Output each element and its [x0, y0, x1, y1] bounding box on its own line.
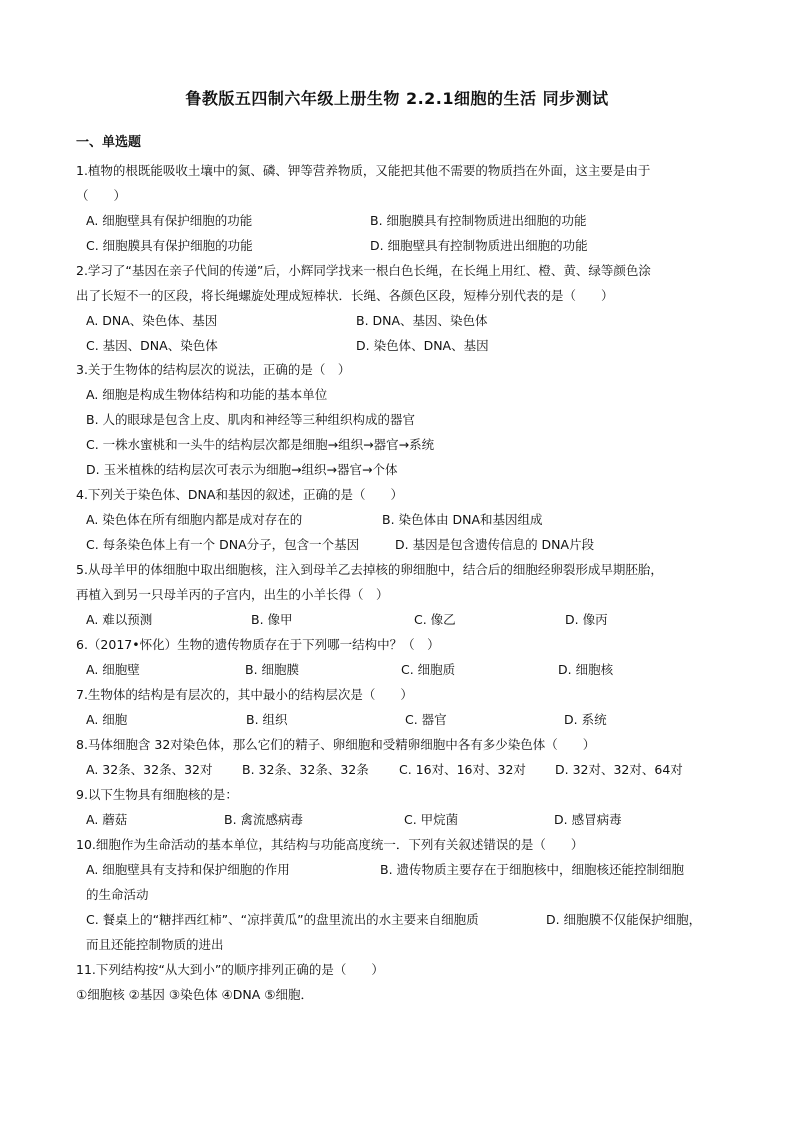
question-8-option-c: C. 16对、16对、32对 — [399, 762, 526, 777]
question-9-option-c: C. 甲烷菌 — [404, 812, 459, 827]
question-5-stem-cont: 再植入到另一只母羊丙的子宫内，出生的小羊长得（ ） — [76, 587, 389, 602]
question-6-option-b: B. 细胞膜 — [245, 662, 300, 677]
question-11-stem: 11.下列结构按“从大到小”的顺序排列正确的是（ ） — [76, 962, 384, 977]
question-10-option-d-cont: 而且还能控制物质的进出 — [86, 937, 224, 952]
question-10-option-b-cont: 的生命活动 — [86, 887, 149, 902]
question-6-option-d: D. 细胞核 — [558, 662, 614, 677]
question-8-option-b: B. 32条、32条、32条 — [242, 762, 369, 777]
question-3-option-b: B. 人的眼球是包含上皮、肌肉和神经等三种组织构成的器官 — [86, 412, 416, 427]
question-6-stem: 6.（2017•怀化）生物的遗传物质存在于下列哪一结构中？（ ） — [76, 637, 440, 652]
question-8-stem: 8.马体细胞含 32对染色体，那么它们的精子、卵细胞和受精卵细胞中各有多少染色体（ ） — [76, 737, 596, 752]
question-3-option-c: C. 一株水蜜桃和一头牛的结构层次都是细胞→组织→器官→系统 — [86, 437, 435, 452]
question-5-option-d: D. 像丙 — [565, 612, 608, 627]
question-10-option-a: A. 细胞壁具有支持和保护细胞的作用 — [86, 862, 290, 877]
question-7-stem: 7.生物体的结构是有层次的，其中最小的结构层次是（ ） — [76, 687, 413, 702]
question-1-option-b: B. 细胞膜具有控制物质进出细胞的功能 — [370, 213, 587, 228]
question-1-option-a: A. 细胞壁具有保护细胞的功能 — [86, 213, 253, 228]
question-3-option-d: D. 玉米植株的结构层次可表示为细胞→组织→器官→个体 — [86, 462, 398, 477]
question-4-option-d: D. 基因是包含遗传信息的 DNA片段 — [395, 537, 595, 552]
question-2-stem-cont: 出了长短不一的区段，将长绳螺旋处理成短棒状．长绳、各颜色区段，短棒分别代表的是（ ） — [76, 288, 614, 303]
question-5-option-b: B. 像甲 — [251, 612, 293, 627]
question-3-stem: 3.关于生物体的结构层次的说法，正确的是（ ） — [76, 362, 351, 377]
question-10-option-d: D. 细胞膜不仅能保护细胞， — [546, 912, 702, 927]
question-5-option-c: C. 像乙 — [414, 612, 456, 627]
question-10-stem: 10.细胞作为生命活动的基本单位，其结构与功能高度统一．下列有关叙述错误的是（ ） — [76, 837, 584, 852]
question-11-items: ①细胞核 ②基因 ③染色体 ④DNA ⑤细胞． — [76, 987, 313, 1002]
question-9-option-d: D. 感冒病毒 — [554, 812, 622, 827]
question-5-stem: 5.从母羊甲的体细胞中取出细胞核，注入到母羊乙去掉核的卵细胞中，结合后的细胞经卵裂形成早期胚胎， — [76, 562, 663, 577]
question-2-stem: 2.学习了“基因在亲子代间的传递”后，小辉同学找来一根白色长绳，在长绳上用红、橙、黄、绿等颜色涂 — [76, 263, 651, 278]
question-9-option-b: B. 禽流感病毒 — [224, 812, 304, 827]
question-7-option-d: D. 系统 — [564, 712, 607, 727]
question-4-option-b: B. 染色体由 DNA和基因组成 — [382, 512, 543, 527]
question-1-stem-cont: （ ） — [76, 188, 127, 203]
question-4-stem: 4.下列关于染色体、DNA和基因的叙述，正确的是（ ） — [76, 487, 403, 502]
question-8-option-a: A. 32条、32条、32对 — [86, 762, 213, 777]
question-1-stem: 1.植物的根既能吸收土壤中的氮、磷、钾等营养物质，又能把其他不需要的物质挡在外面，这主要是由于 — [76, 163, 651, 178]
question-7-option-c: C. 器官 — [405, 712, 447, 727]
page-title: 鲁教版五四制六年级上册生物 2.2.1细胞的生活 同步测试 — [185, 89, 609, 108]
question-1-option-c: C. 细胞膜具有保护细胞的功能 — [86, 238, 253, 253]
question-10-option-c: C. 餐桌上的“糖拌西红柿”、“凉拌黄瓜”的盘里流出的水主要来自细胞质 — [86, 912, 479, 927]
question-7-option-a: A. 细胞 — [86, 712, 128, 727]
section-heading: 一、单选题 — [76, 135, 142, 150]
question-10-option-b: B. 遗传物质主要存在于细胞核中，细胞核还能控制细胞 — [380, 862, 685, 877]
question-5-option-a: A. 难以预测 — [86, 612, 153, 627]
question-3-option-a: A. 细胞是构成生物体结构和功能的基本单位 — [86, 387, 328, 402]
question-2-option-a: A. DNA、染色体、基因 — [86, 313, 218, 328]
question-6-option-c: C. 细胞质 — [401, 662, 456, 677]
question-1-option-d: D. 细胞壁具有控制物质进出细胞的功能 — [370, 238, 588, 253]
question-9-option-a: A. 蘑菇 — [86, 812, 128, 827]
question-2-option-d: D. 染色体、DNA、基因 — [356, 338, 489, 353]
question-9-stem: 9.以下生物具有细胞核的是： — [76, 787, 238, 802]
question-8-option-d: D. 32对、32对、64对 — [555, 762, 683, 777]
question-4-option-a: A. 染色体在所有细胞内都是成对存在的 — [86, 512, 303, 527]
question-2-option-c: C. 基因、DNA、染色体 — [86, 338, 218, 353]
question-2-option-b: B. DNA、基因、染色体 — [356, 313, 488, 328]
question-7-option-b: B. 组织 — [246, 712, 288, 727]
question-4-option-c: C. 每条染色体上有一个 DNA分子，包含一个基因 — [86, 537, 360, 552]
question-6-option-a: A. 细胞壁 — [86, 662, 140, 677]
